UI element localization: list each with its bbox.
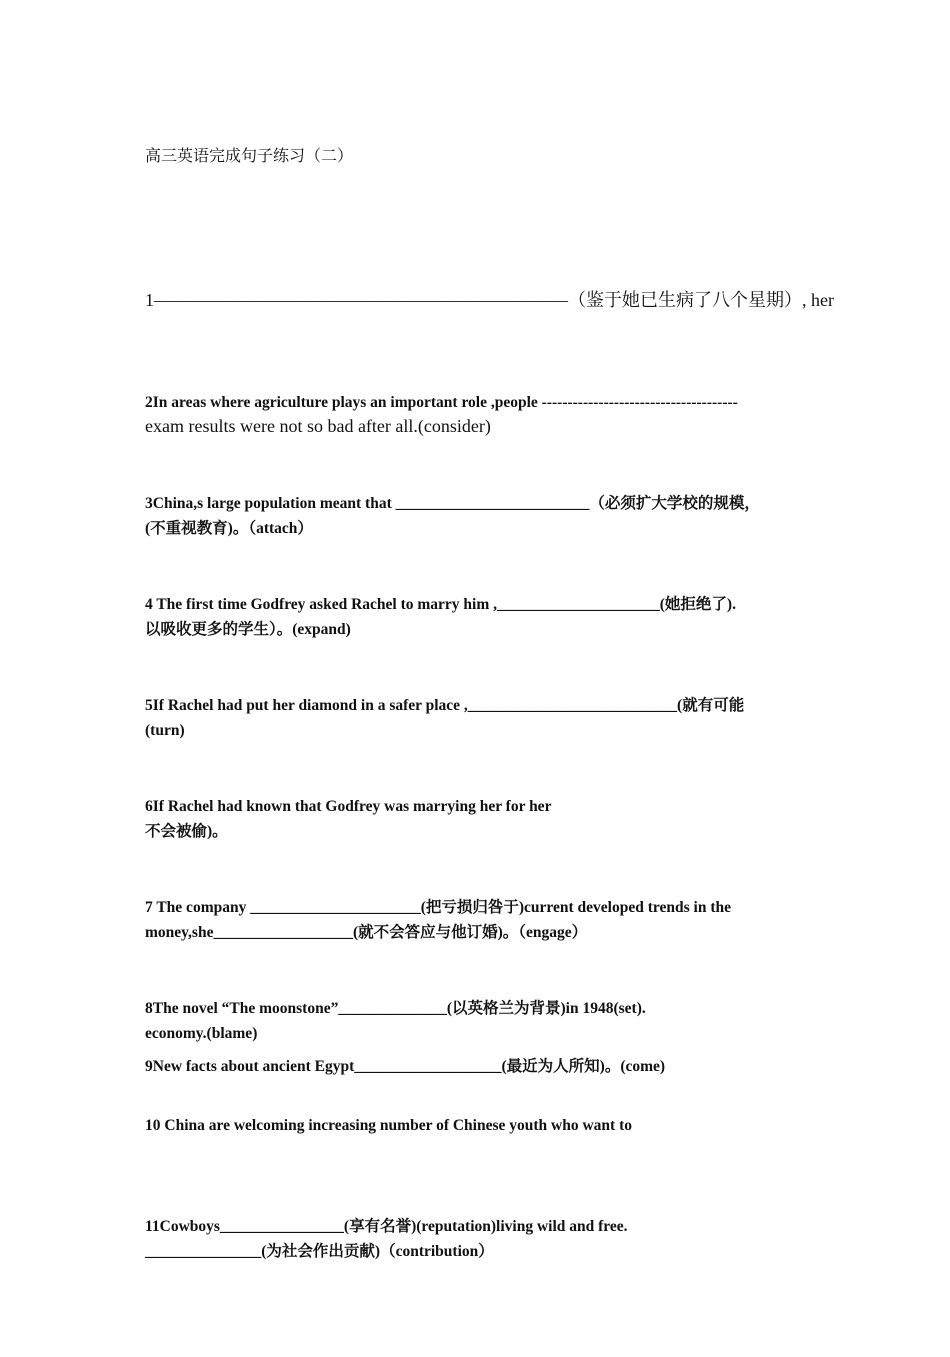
question-10-line-2: _______________(为社会作出贡献)（contribution） bbox=[145, 1243, 494, 1260]
question-3-line-1: 3China,s large population meant that _________________________（必须扩大学校的规模， bbox=[145, 495, 760, 512]
document-title: 高三英语完成句子练习（二） bbox=[145, 148, 354, 165]
question-2-line-2: (不重视教育)。（attach） bbox=[145, 520, 313, 537]
question-2-line-1: 2In areas where agriculture plays an important role ,people -------------------------------------- bbox=[145, 394, 738, 411]
question-9-line-1: 9New facts about ancient Egypt___________________(最近为人所知)。(come) bbox=[145, 1058, 666, 1075]
question-6-line-2: money,she__________________(就不会答应与他订婚)。（engage） bbox=[145, 924, 588, 941]
question-4-line-2: (turn) bbox=[145, 722, 185, 739]
question-10-line-1: 10 China are welcoming increasing number of Chinese youth who want to bbox=[145, 1117, 632, 1134]
question-5-line-2: 不会被偷)。 bbox=[145, 823, 228, 840]
question-7-line-2: economy.(blame) bbox=[145, 1025, 258, 1042]
question-7-line-1: 7 The company ______________________(把亏损归咎于)current developed trends in the bbox=[145, 899, 731, 916]
question-3-line-2: 以吸收更多的学生）。(expand) bbox=[145, 621, 351, 638]
question-1-line-2: exam results were not so bad after all.(consider) bbox=[145, 416, 491, 436]
question-4-line-1: 4 The first time Godfrey asked Rachel to marry him ,_____________________(她拒绝了). bbox=[145, 596, 736, 613]
question-6-line-1: 6If Rachel had known that Godfrey was marrying her for her bbox=[145, 798, 552, 815]
question-1-line-1: 1———————————————————————（鉴于她已生病了八个星期）, her bbox=[145, 290, 834, 310]
question-11 bbox=[145, 1122, 810, 1332]
question-8-line-1: 8The novel “The moonstone”______________(以英格兰为背景)in 1948(set). bbox=[145, 1000, 646, 1017]
question-5-line-1: 5If Rachel had put her diamond in a safer place ,___________________________(就有可能 bbox=[145, 697, 745, 714]
question-11-line-1: 11Cowboys________________(享有名誉)(reputation)living wild and free. bbox=[145, 1218, 628, 1235]
